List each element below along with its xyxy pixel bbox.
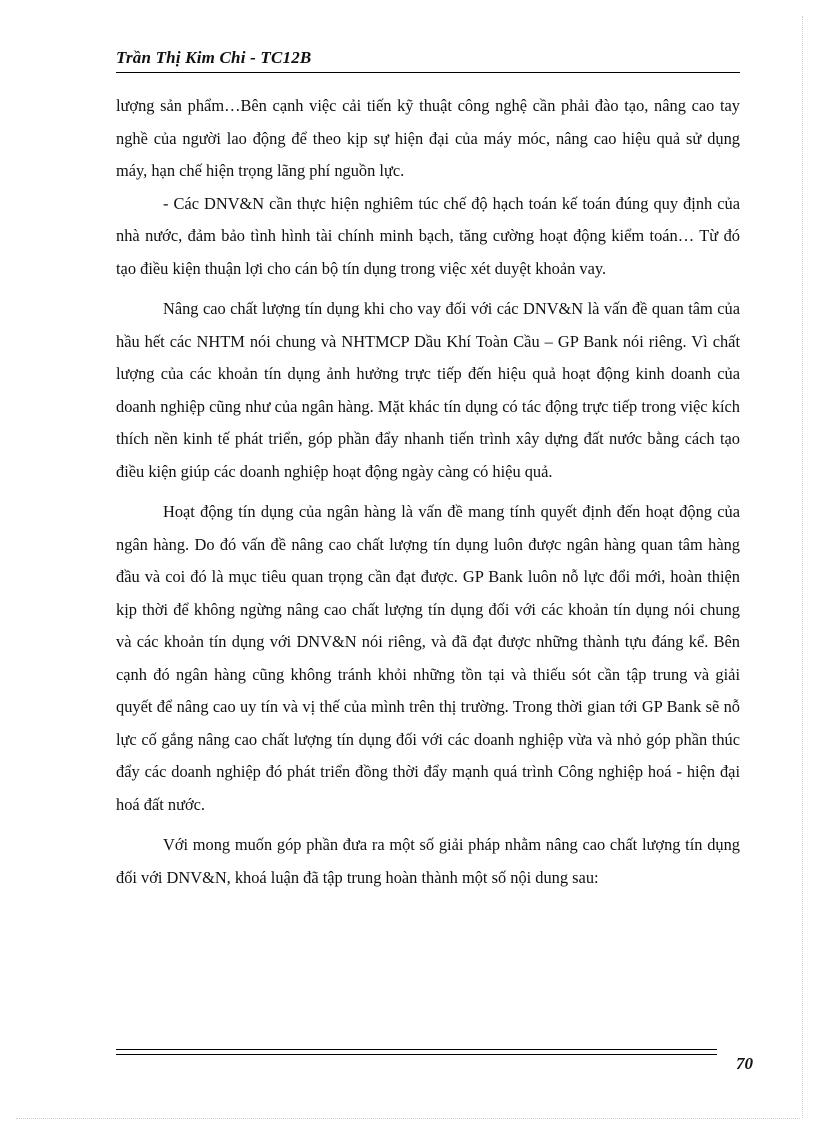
- paragraph-credit-quality: Nâng cao chất lượng tín dụng khi cho vay đối với các DNV&N là vấn đề quan tâm của hầu hết các NHTM nói chung và NHTMCP Dầu Khí Toàn Cầu – GP Bank nói riêng. Vì chất lượng của các khoản tín dụng ảnh hưởng trực tiếp đến hiệu quả hoạt động kinh doanh của doanh nghiệp cũng như của ngân hàng. Mặt khác tín dụng có tác động trực tiếp trong việc kích thích nền kinh tế phát triển, góp phần đẩy nhanh tiến trình xây dựng đất nước bằng cách tạo điều kiện giúp các doanh nghiệp hoạt động ngày càng có hiệu quả.: [116, 299, 740, 481]
- header-author-title: Trần Thị Kim Chi - TC12B: [116, 48, 312, 67]
- page-body: [116, 90, 740, 894]
- paragraph-thesis-scope: Với mong muốn góp phần đưa ra một số giải pháp nhằm nâng cao chất lượng tín dụng đối với DNV&N, khoá luận đã tập trung hoàn thành một số nội dung sau:: [116, 835, 740, 887]
- paragraph-bullet-accounting: - Các DNV&N cần thực hiện nghiêm túc chế độ hạch toán kế toán đúng quy định của nhà nước, đảm bảo tình hình tài chính minh bạch, tăng cường hoạt động kiểm toán… Từ đó tạo điều kiện thuận lợi cho cán bộ tín dụng trong việc xét duyệt khoản vay.: [116, 193, 740, 278]
- header-rule: [116, 72, 740, 73]
- page-number: 70: [736, 1054, 753, 1073]
- footer-rule: [116, 1049, 717, 1055]
- page-right-border: [802, 16, 803, 1118]
- page-header: [116, 46, 740, 70]
- paragraph-credit-activity: Hoạt động tín dụng của ngân hàng là vấn đề mang tính quyết định đến hoạt động của ngân hàng. Do đó vấn đề nâng cao chất lượng tín dụng luôn được ngân hàng quan tâm hàng đầu và coi đó là mục tiêu quan trọng cần đạt được. GP Bank luôn nỗ lực đổi mới, hoàn thiện kịp thời để không ngừng nâng cao chất lượng tín dụng đối với các khoản tín dụng nói chung và các khoản tín dụng với DNV&N nói riêng, và đã đạt được những thành tựu đáng kể. Bên cạnh đó ngân hàng cũng không tránh khỏi những tồn tại và thiếu sót cần tập trung và giải quyết để nâng cao uy tín và vị thế của mình trên thị trường. Trong thời gian tới GP Bank sẽ nỗ lực cố gắng nâng cao chất lượng tín dụng đối với các doanh nghiệp vừa và nhỏ góp phần thúc đẩy các doanh nghiệp đó phát triển đồng thời đẩy mạnh quá trình Công nghiệp hoá - hiện đại hoá đất nước.: [116, 502, 740, 814]
- page-bottom-border: [16, 1118, 800, 1119]
- paragraph-continuation: lượng sản phẩm…Bên cạnh việc cải tiến kỹ thuật công nghệ cần phải đào tạo, nâng cao tay nghề của người lao động để theo kịp sự hiện đại của máy móc, nâng cao hiệu quả sử dụng máy, hạn chế hiện trọng lãng phí nguồn lực.: [116, 96, 740, 180]
